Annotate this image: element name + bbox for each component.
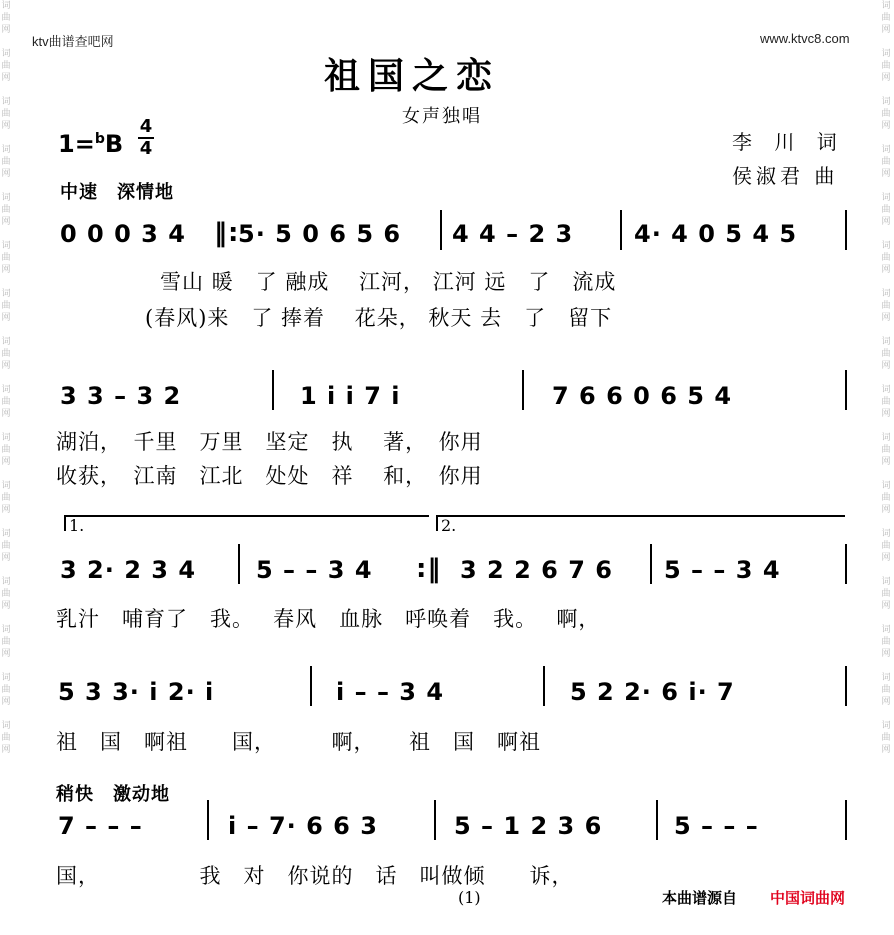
lyricist-credit: 李 川 词 (732, 130, 845, 154)
barline (845, 666, 847, 706)
row1-lyrics-verse1: 雪山 暖 了 融成 江河， 江河 远 了 流成 (160, 270, 617, 294)
row1-measure1: 0 0 0 3 4 (60, 220, 186, 248)
barline (272, 370, 274, 410)
barline (543, 666, 545, 706)
row4-measure2: i – – 3 4 (336, 678, 445, 706)
volta-first-ending: 1. (64, 515, 429, 531)
row5-measure4: 5 – – – (674, 812, 759, 840)
footer-source-link[interactable]: 中国词曲网 (770, 889, 846, 907)
barline (845, 544, 847, 584)
row3-measure3: 3 2 2 6 7 6 (460, 556, 613, 584)
row2-lyrics-verse1: 湖泊， 千里 万里 坚定 执 著， 你用 (56, 430, 483, 454)
row5-measure1: 7 – – – (58, 812, 143, 840)
row1-measure2: 5· 5 0 6 5 6 (238, 220, 402, 248)
subtitle: 女声独唱 (402, 106, 482, 127)
barline (207, 800, 209, 840)
barline (238, 544, 240, 584)
barline (845, 800, 847, 840)
tempo-marking-2: 稍快 激动地 (56, 784, 170, 805)
row3-lyrics: 乳汁 哺育了 我。 春风 血脉 呼唤着 我。 啊， (56, 607, 601, 631)
row3-measure2: 5 – – 3 4 (256, 556, 373, 584)
header-left-site: ktv曲谱查吧网 (32, 34, 114, 49)
volta-second-ending: 2. (436, 515, 845, 531)
barline (440, 210, 442, 250)
header-right-url: www.ktvc8.com (760, 31, 850, 46)
row1-lyrics-verse2: (春风)来 了 捧着 花朵， 秋天 去 了 留下 (145, 306, 613, 330)
row4-measure1: 5 3 3· i 2· i (58, 678, 215, 706)
row2-measure2: 1 i i 7 i (300, 382, 401, 410)
composer-credit: 侯淑君 曲 (732, 164, 839, 188)
repeat-start-sign: ‖: (214, 218, 240, 248)
key-signature: 1=$^b$B (58, 130, 124, 158)
row5-measure3: 5 – 1 2 3 6 (454, 812, 603, 840)
tempo-marking-1: 中速 深情地 (60, 182, 174, 203)
row3-measure1: 3 2· 2 3 4 (60, 556, 197, 584)
row5-measure2: i – 7· 6 6 3 (228, 812, 378, 840)
row4-measure3: 5 2 2· 6 i· 7 (570, 678, 735, 706)
barline (620, 210, 622, 250)
row3-measure4: 5 – – 3 4 (664, 556, 781, 584)
repeat-end-sign: :‖ (416, 554, 442, 584)
row2-lyrics-verse2: 收获， 江南 江北 处处 祥 和， 你用 (56, 464, 483, 488)
barline (310, 666, 312, 706)
barline (845, 210, 847, 250)
row2-measure1: 3 3 – 3 2 (60, 382, 182, 410)
page-number: (1) (458, 888, 481, 907)
row5-lyrics: 国， 我 对 你说的 话 叫做倾 诉， (56, 864, 574, 888)
barline (522, 370, 524, 410)
row1-measure4: 4· 4 0 5 4 5 (634, 220, 798, 248)
barline (845, 370, 847, 410)
flat-sign: b (94, 131, 105, 147)
time-signature: 4 4 (139, 116, 153, 159)
barline (656, 800, 658, 840)
page-title: 祖国之恋 (324, 55, 501, 97)
row2-measure3: 7 6 6 0 6 5 4 (552, 382, 733, 410)
barline (650, 544, 652, 584)
row1-measure3: 4 4 – 2 3 (452, 220, 574, 248)
side-watermark-right: 词曲网 词曲网 词曲网 词曲网 词曲网 词曲网 词曲网 词曲网 词曲网 词曲网 词曲网 词曲网 词曲网 词曲网 词曲网 词曲网 (881, 1, 891, 755)
side-watermark-left: 词曲网 词曲网 词曲网 词曲网 词曲网 词曲网 词曲网 词曲网 词曲网 词曲网 词曲网 词曲网 词曲网 词曲网 词曲网 词曲网 (1, 1, 11, 755)
row4-lyrics: 祖 国 啊祖 国， 啊， 祖 国 啊祖 (56, 730, 541, 754)
footer-source-prefix: 本曲谱源自 (662, 889, 738, 907)
barline (434, 800, 436, 840)
